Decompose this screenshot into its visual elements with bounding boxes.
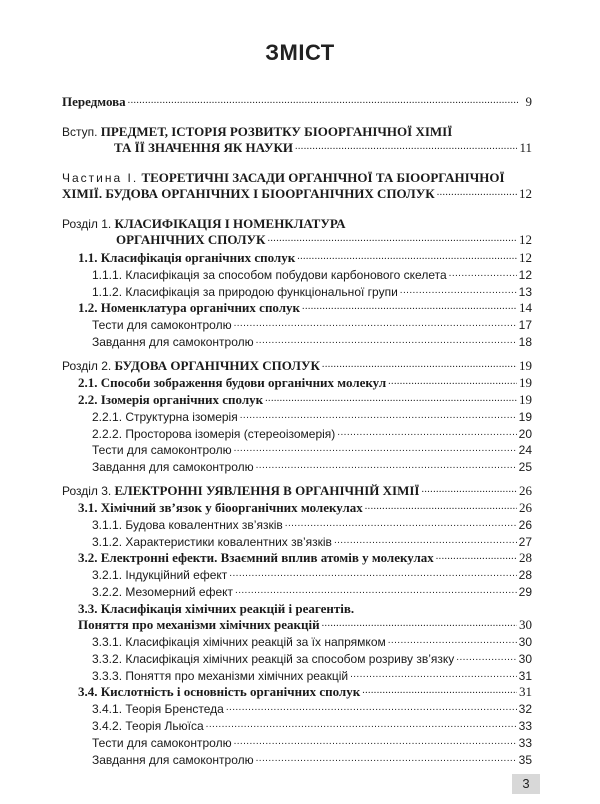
toc-page: 35 xyxy=(518,753,532,767)
dot-leader xyxy=(234,735,517,747)
dot-leader xyxy=(268,232,518,244)
dot-leader xyxy=(365,500,517,512)
toc-page: 20 xyxy=(518,427,532,441)
toc-label: 3.4.1. Теорія Бренстеда xyxy=(92,702,224,716)
toc-page: 26 xyxy=(518,518,532,532)
toc-label: 2.1. Способи зображення будови органічних молекул xyxy=(78,375,387,390)
dot-leader xyxy=(436,550,517,562)
toc-page: 17 xyxy=(518,318,532,332)
toc-page: 31 xyxy=(518,669,532,683)
toc-label: Тести для самоконтролю xyxy=(92,736,232,750)
dot-leader xyxy=(285,517,517,529)
toc-label: 3.1.2. Характеристики ковалентних зв’язків xyxy=(92,535,332,549)
toc-page: 11 xyxy=(519,140,532,155)
dot-leader xyxy=(265,392,517,404)
toc-entry-ch2[interactable] xyxy=(62,358,532,374)
page-title: ЗМІСТ xyxy=(265,40,335,65)
dot-leader xyxy=(322,617,517,629)
toc-label: 1.1. Класифікація органічних сполук xyxy=(78,250,296,265)
toc-page: 12 xyxy=(519,186,532,201)
toc-entry-s1-2[interactable] xyxy=(78,300,532,316)
toc-prefix: Розділ 1. xyxy=(62,217,112,231)
toc-page: 26 xyxy=(519,483,532,498)
toc-entry-s2-1[interactable] xyxy=(78,375,532,391)
toc-page: 18 xyxy=(518,335,532,349)
toc-entry-tasks-1[interactable] xyxy=(92,334,532,350)
toc-label: 3.4. Кислотність і основність органічних сполук xyxy=(78,684,361,699)
toc-page: 33 xyxy=(518,719,532,733)
dot-leader xyxy=(234,317,517,329)
toc-entry-s3-1[interactable] xyxy=(78,500,532,516)
toc-label: 3.1.1. Будова ковалентних зв’язків xyxy=(92,518,283,532)
toc-label: 2.2. Ізомерія органічних сполук xyxy=(78,392,264,407)
dot-leader xyxy=(337,426,516,438)
toc-label: 3.2.1. Індукційний ефект xyxy=(92,568,228,582)
toc-entry-s1-1[interactable] xyxy=(78,250,532,266)
toc-entry-tests-1[interactable] xyxy=(92,317,532,333)
toc-prefix: Частина І. xyxy=(62,171,139,185)
toc-page: 31 xyxy=(519,684,532,699)
toc-entry-s3-1-1[interactable] xyxy=(92,517,532,533)
dot-leader xyxy=(362,684,517,696)
toc-label: 3.3.2. Класифікація хімічних реакцій за способом розриву зв’язку xyxy=(92,652,455,666)
dot-leader xyxy=(388,375,517,387)
dot-leader xyxy=(226,701,517,713)
dot-leader xyxy=(256,752,517,764)
toc-label: 3.4.2. Теорія Льюїса xyxy=(92,719,204,733)
toc-entry-part1[interactable] xyxy=(62,170,532,202)
toc-entry-s3-2[interactable] xyxy=(78,550,532,566)
dot-leader xyxy=(421,483,517,495)
toc-entry-s1-1-2[interactable] xyxy=(92,284,532,300)
toc-page: 19 xyxy=(518,410,532,424)
toc-label-line1: ТЕОРЕТИЧНІ ЗАСАДИ ОРГАНІЧНОЇ ТА БІООРГАНІЧНОЇ xyxy=(141,170,505,185)
toc-page: 19 xyxy=(519,375,532,390)
dot-leader xyxy=(295,140,517,152)
toc-entry-s3-3[interactable] xyxy=(78,601,532,633)
toc-entry-s3-2-1[interactable] xyxy=(92,567,532,583)
dot-leader xyxy=(437,186,517,198)
toc-label-line1: ПРЕДМЕТ, ІСТОРІЯ РОЗВИТКУ БІООРГАНІЧНОЇ ХІМІЇ xyxy=(100,124,453,139)
toc-label: 1.1.1. Класифікація за способом побудови карбонового скелета xyxy=(92,268,447,282)
toc-label: 2.2.1. Структурна ізомерія xyxy=(92,410,238,424)
toc-entry-s3-1-2[interactable] xyxy=(92,534,532,550)
toc-label: Тести для самоконтролю xyxy=(92,443,232,457)
dot-leader xyxy=(388,634,517,646)
toc-entry-s1-1-1[interactable] xyxy=(92,267,532,283)
toc-page: 28 xyxy=(518,568,532,582)
toc-label-line1: 3.3. Класифікація хімічних реакцій і реагентів. xyxy=(78,601,355,616)
toc-entry-s3-3-1[interactable] xyxy=(92,634,532,650)
toc-page: 12 xyxy=(519,250,532,265)
toc-page: 26 xyxy=(519,500,532,515)
dot-leader xyxy=(206,718,517,730)
toc-entry-s2-2-2[interactable] xyxy=(92,426,532,442)
toc-label: 3.3.3. Поняття про механізми хімічних реакцій xyxy=(92,669,349,683)
toc-label: Завдання для самоконтролю xyxy=(92,460,254,474)
toc-label-line2: ХІМІЇ. БУДОВА ОРГАНІЧНИХ І БІООРГАНІЧНИХ СПОЛУК xyxy=(62,186,435,201)
dot-leader xyxy=(400,284,517,296)
dot-leader xyxy=(297,250,517,262)
toc-entry-ch3[interactable] xyxy=(62,483,532,499)
toc-entry-s2-2[interactable] xyxy=(78,392,532,408)
dot-leader xyxy=(449,267,517,279)
toc-page: 29 xyxy=(518,585,532,599)
toc-label-line2: ОРГАНІЧНИХ СПОЛУК xyxy=(116,232,266,247)
toc-page: 13 xyxy=(518,285,532,299)
dot-leader xyxy=(234,442,517,454)
toc-entry-s3-4-2[interactable] xyxy=(92,718,532,734)
toc-label: БУДОВА ОРГАНІЧНИХ СПОЛУК xyxy=(114,358,320,373)
toc-entry-s3-3-3[interactable] xyxy=(92,668,532,684)
toc-prefix: Вступ. xyxy=(62,125,98,139)
toc-entry-tests-3[interactable] xyxy=(92,735,532,751)
toc-page: 12 xyxy=(519,232,532,247)
toc-entry-intro[interactable] xyxy=(62,124,532,156)
toc-label: 1.1.2. Класифікація за природою функціональної групи xyxy=(92,285,398,299)
toc-page: 14 xyxy=(519,300,532,315)
dot-leader xyxy=(350,668,517,680)
dot-leader xyxy=(256,459,517,471)
toc-label: 1.2. Номенклатура органічних сполук xyxy=(78,300,301,315)
toc-prefix: Розділ 2. xyxy=(62,359,112,373)
dot-leader xyxy=(322,358,517,370)
toc-page: 30 xyxy=(518,652,532,666)
dot-leader xyxy=(334,534,517,546)
toc-page: 32 xyxy=(518,702,532,716)
toc-label: Завдання для самоконтролю xyxy=(92,753,254,767)
toc-entry-preface[interactable] xyxy=(62,94,532,110)
toc-page: 24 xyxy=(518,443,532,457)
toc-label: Тести для самоконтролю xyxy=(92,318,232,332)
toc-label-line2: Поняття про механізми хімічних реакцій xyxy=(78,617,320,632)
toc-prefix: Розділ 3. xyxy=(62,484,112,498)
toc-page: 12 xyxy=(518,268,532,282)
toc-entry-s3-3-2[interactable] xyxy=(92,651,532,667)
dot-leader xyxy=(235,584,517,596)
toc-label: 3.3.1. Класифікація хімічних реакцій за їх напрямком xyxy=(92,635,386,649)
toc-entry-ch1[interactable] xyxy=(62,216,532,248)
toc-entry-s3-2-2[interactable] xyxy=(92,584,532,600)
toc-page: 30 xyxy=(518,635,532,649)
toc-entry-s2-2-1[interactable] xyxy=(92,409,532,425)
toc-entry-s3-4[interactable] xyxy=(78,684,532,700)
toc-label-line2: ТА ЇЇ ЗНАЧЕННЯ ЯК НАУКИ xyxy=(114,140,293,155)
page-number: 3 xyxy=(512,774,540,794)
dot-leader xyxy=(128,94,518,106)
dot-leader xyxy=(229,567,516,579)
toc-label: ЕЛЕКТРОННІ УЯВЛЕННЯ В ОРГАНІЧНІЙ ХІМІЇ xyxy=(114,483,420,498)
toc-entry-s3-4-1[interactable] xyxy=(92,701,532,717)
toc-label: 3.2. Електронні ефекти. Взаємний вплив атомів у молекулах xyxy=(78,550,434,565)
dot-leader xyxy=(256,334,517,346)
dot-leader xyxy=(240,409,517,421)
toc-label: Передмова xyxy=(62,94,126,109)
toc-page: 19 xyxy=(519,358,532,373)
toc-page: 9 xyxy=(525,94,532,109)
toc-page: 30 xyxy=(519,617,532,632)
toc-entry-tests-2[interactable] xyxy=(92,442,532,458)
toc-label: 2.2.2. Просторова ізомерія (стереоізомерія) xyxy=(92,427,336,441)
toc-page: 25 xyxy=(518,460,532,474)
toc-label: 3.1. Хімічний зв’язок у біоорганічних молекулах xyxy=(78,500,363,515)
toc-entry-tasks-3[interactable] xyxy=(92,752,532,768)
toc-page: 28 xyxy=(519,550,532,565)
toc-label: Завдання для самоконтролю xyxy=(92,335,254,349)
toc-page: 19 xyxy=(519,392,532,407)
toc-page: 27 xyxy=(518,535,532,549)
toc-page: 33 xyxy=(518,736,532,750)
toc-entry-tasks-2[interactable] xyxy=(92,459,532,475)
dot-leader xyxy=(456,651,516,663)
dot-leader xyxy=(302,300,517,312)
toc-label-line1: КЛАСИФІКАЦІЯ І НОМЕНКЛАТУРА xyxy=(114,216,346,231)
toc-label: 3.2.2. Мезомерний ефект xyxy=(92,585,234,599)
